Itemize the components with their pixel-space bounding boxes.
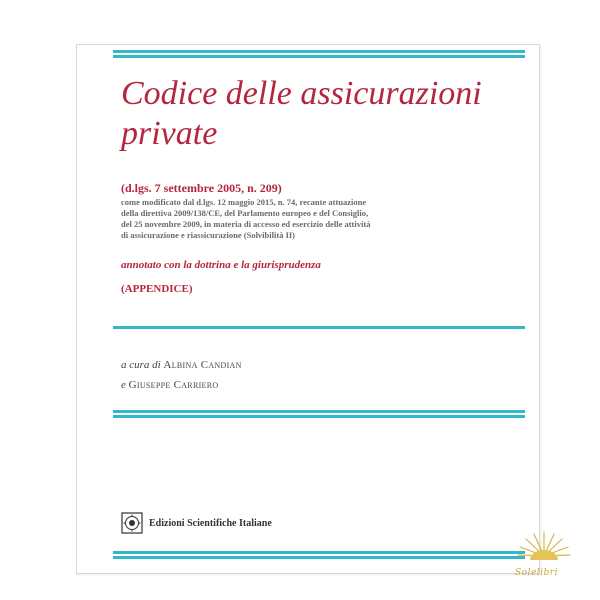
description-line: del 25 novembre 2009, in materia di accesso ed esercizio delle attività [121, 219, 371, 229]
bottom-rule [113, 551, 525, 554]
lower-rule [113, 410, 525, 413]
decree-reference: (d.lgs. 7 settembre 2005, n. 209) [121, 181, 282, 195]
book-title [121, 74, 521, 154]
publisher-name: Edizioni Scientifiche Italiane [149, 517, 272, 529]
description-line: della direttiva 2009/138/CE, del Parlamento europeo e del Consiglio, [121, 208, 369, 218]
watermark-text: Solelibri [515, 568, 558, 578]
top-rule [113, 50, 525, 53]
description-line: di assicurazione e riassicurazione (Solvibilità II) [121, 230, 296, 240]
publisher-logo-icon [121, 512, 143, 534]
title-line-2: private [121, 115, 218, 152]
editors-conjunction: e [121, 379, 126, 391]
publisher-block [121, 512, 272, 534]
middle-rule [113, 326, 525, 329]
editors-prefix: a cura di [121, 359, 161, 371]
annotation-subtitle: annotato con la dottrina e la giurisprudenza [121, 259, 321, 271]
description [121, 197, 461, 241]
appendix-label: (APPENDICE) [121, 283, 193, 295]
description-line: come modificato dal d.lgs. 12 maggio 2015, n. 74, recante attuazione [121, 197, 367, 207]
editors-block [121, 355, 242, 395]
editor-name: Giuseppe Carriero [128, 379, 219, 391]
title-line-1: Codice delle assicurazioni [121, 75, 482, 112]
editor-name: Albina Candian [163, 359, 242, 371]
